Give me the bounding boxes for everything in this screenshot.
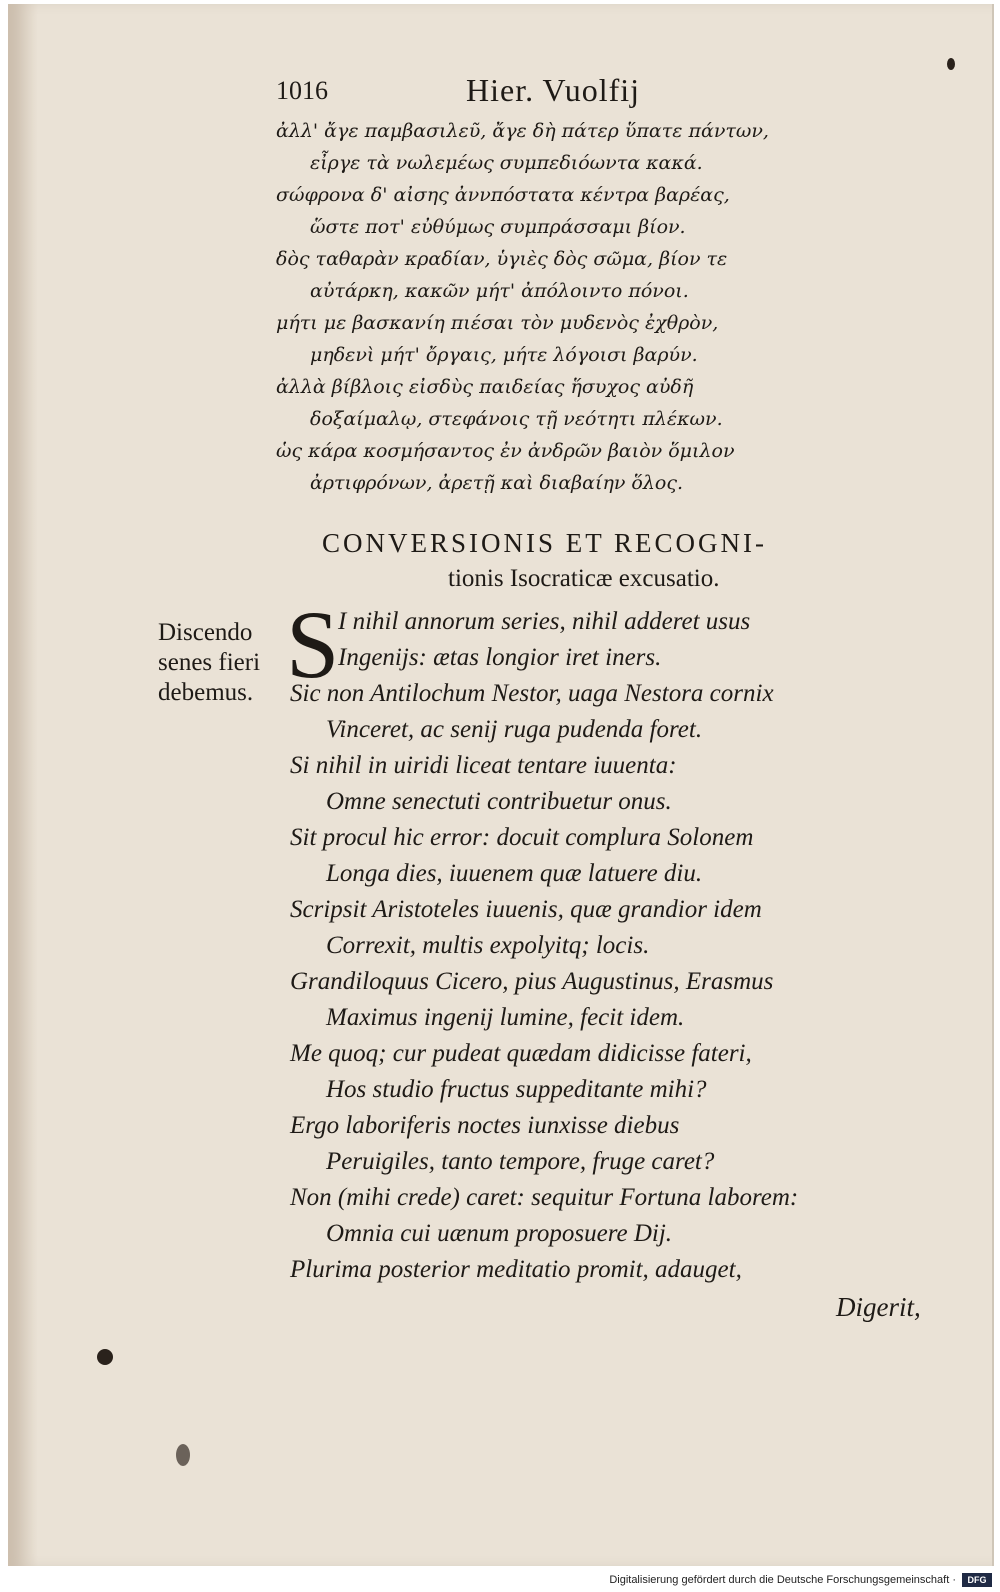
page-number: 1016: [276, 76, 328, 105]
verse-line: Sic non Antilochum Nestor, uaga Nestora cornix: [290, 680, 774, 707]
greek-line: ἀρτιφρόνων, ἀρετῇ καὶ διαβαίην ὅλος.: [310, 472, 684, 494]
verse-line: Sit procul hic error: docuit complura Solonem: [290, 824, 754, 851]
ink-spot: [97, 1349, 113, 1365]
greek-line: ἀλλὰ βίβλοις εἰσδὺς παιδείας ἥσυχος αὐδῆ: [276, 376, 694, 398]
verse-line: Si nihil in uiridi liceat tentare iuuenta:: [290, 752, 677, 779]
greek-line: μήτι με βασκανίη πιέσαι τὸν μυδενὸς ἐχθρὸν,: [276, 312, 719, 334]
greek-line: ὡς κάρα κοσμήσαντος ἐν ἀνδρῶν βαιὸν ὅμιλον: [276, 440, 735, 462]
greek-line: δοξαίμαλῳ, στεφάνοις τῇ νεότητι πλέκων.: [310, 408, 723, 430]
section-title: [322, 525, 882, 597]
verse-line: Omnia cui uænum proposuere Dij.: [326, 1220, 673, 1247]
footer-credit: Digitalisierung gefördert durch die Deutsche Forschungsgemeinschaft ·: [609, 1574, 956, 1586]
verse-line: Me quoq; cur pudeat quædam didicisse fateri,: [290, 1040, 752, 1067]
marginal-note-line: Discendo: [158, 619, 253, 646]
running-head: Hier. Vuolfij: [466, 72, 641, 108]
greek-line: ἀλλ' ἄγε παμβασιλεῦ, ἄγε δὴ πάτερ ὕπατε πάντων,: [276, 120, 769, 142]
catchword: Digerit,: [836, 1292, 921, 1322]
verse-line: Ingenijs: ætas longior iret iners.: [338, 644, 662, 671]
page-header: [276, 72, 676, 112]
verse-line: Scripsit Aristoteles iuuenis, quæ grandior idem: [290, 896, 762, 923]
verse-line: Non (mihi crede) caret: sequitur Fortuna laborem:: [290, 1184, 799, 1211]
verse-line: Grandiloquus Cicero, pius Augustinus, Erasmus: [290, 968, 774, 995]
ink-spot: [176, 1444, 190, 1466]
greek-verse-block: [276, 115, 769, 499]
page-gutter-shadow: [8, 4, 38, 1566]
greek-line: μηδενὶ μήτ' ὄργαις, μήτε λόγοισι βαρύν.: [310, 344, 698, 366]
verse-line: Hos studio fructus suppeditante mihi?: [326, 1076, 707, 1103]
verse-line: Longa dies, iuuenem quæ latuere diu.: [326, 860, 703, 887]
section-title-line-1: CONVERSIONIS ET RECOGNI-: [322, 528, 768, 558]
marginal-note-line: senes fieri: [158, 649, 261, 676]
dfg-logo: DFG: [962, 1573, 992, 1587]
greek-line: αὐτάρκη, κακῶν μήτ' ἀπόλοιντο πόνοι.: [310, 280, 689, 302]
drop-capital: S: [286, 591, 340, 698]
verse-line: Omne senectuti contribuetur onus.: [326, 788, 672, 815]
footer-bar: [0, 1570, 1000, 1592]
section-title-line-2: tionis Isocraticæ excusatio.: [448, 565, 720, 592]
verse-line: Maximus ingenij lumine, fecit idem.: [326, 1004, 685, 1031]
verse-line: Plurima posterior meditatio promit, adauget,: [290, 1256, 742, 1283]
verse-line: Correxit, multis expolyitq; locis.: [326, 932, 650, 959]
verse-line: Ergo laboriferis noctes iunxisse diebus: [290, 1112, 680, 1139]
verse-line: Vinceret, ac senij ruga pudenda foret.: [326, 716, 703, 743]
marginal-note-line: debemus.: [158, 679, 254, 706]
verse-line: I nihil annorum series, nihil adderet usus: [338, 608, 751, 635]
latin-poem: [290, 604, 850, 1288]
verse-line: Peruigiles, tanto tempore, fruge caret?: [326, 1148, 715, 1175]
greek-line: δὸς ταθαρὰν κραδίαν, ὑγιὲς δὸς σῶμα, βίον τε: [276, 248, 728, 270]
ink-spot: [947, 58, 955, 70]
greek-line: ὥστε ποτ' εὐθύμως συμπράσσαμι βίον.: [310, 216, 686, 238]
greek-line: εἶργε τὰ νωλεμέως συμπεδιόωντα κακά.: [310, 152, 703, 174]
greek-line: σώφρονα δ' αἰσης ἀννπόστατα κέντρα βαρέας,: [276, 184, 730, 206]
marginal-note: [158, 618, 278, 708]
